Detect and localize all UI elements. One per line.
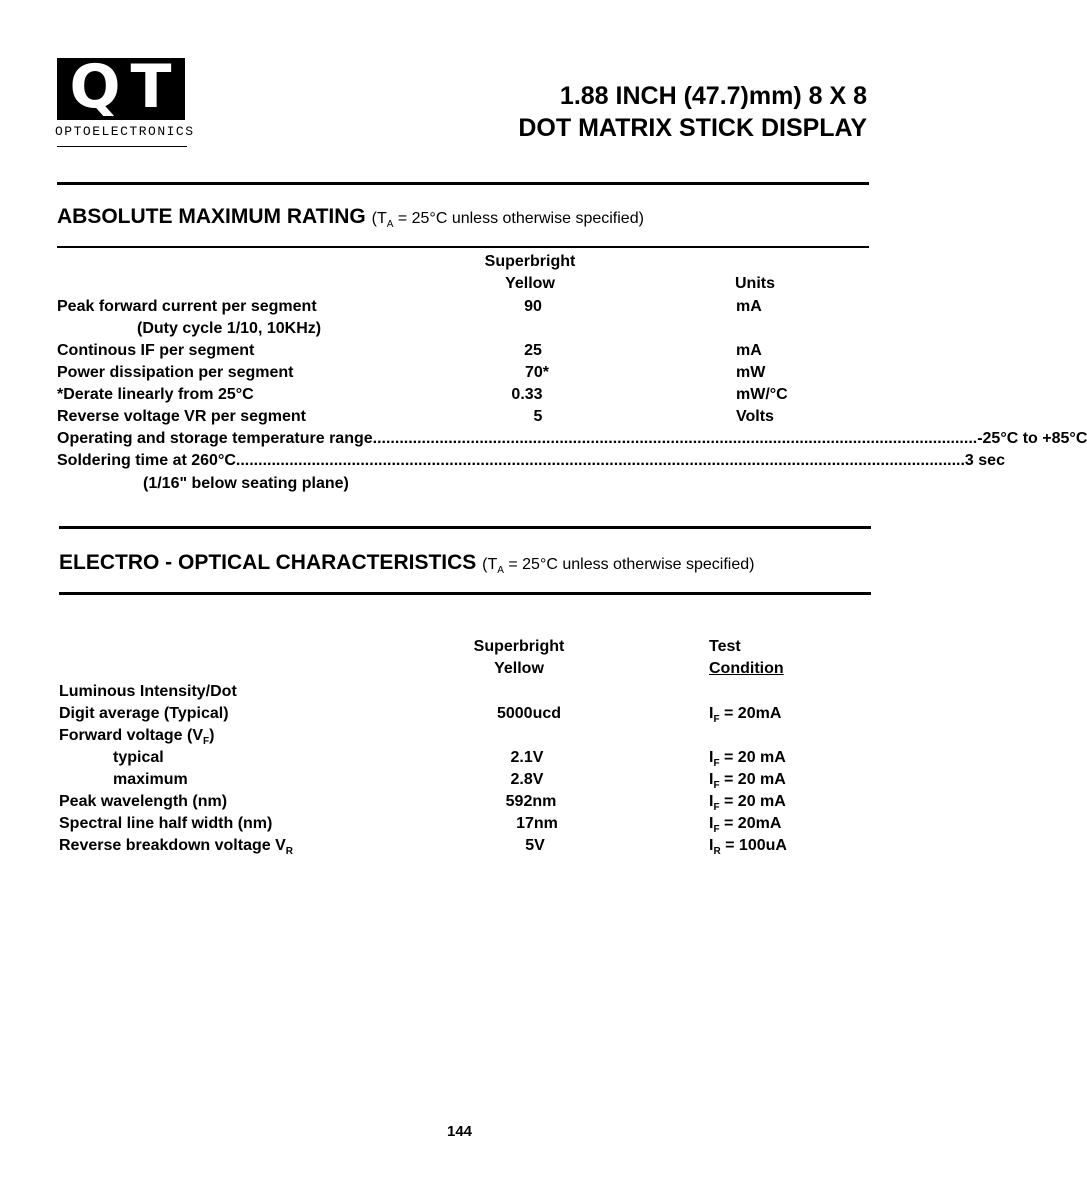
amr-soldering-label: Soldering time at 260°C	[57, 452, 236, 469]
amr-row-value: 5	[533, 408, 543, 425]
eoc-row-value: 2.8V	[510, 771, 544, 788]
eoc-row-condition: $I_F = 20$ mA	[709, 749, 786, 769]
amr-rule	[57, 246, 869, 248]
eoc-col1-line2: Yellow	[494, 660, 544, 677]
logo-rule	[57, 146, 187, 147]
amr-soldering-row	[57, 450, 1005, 472]
amr-condition: ($T_A = 25^\circ C$ unless otherwise specified)	[371, 210, 644, 230]
amr-row-label: Peak forward current per segment	[57, 298, 317, 315]
logo-letter-t: T	[130, 52, 172, 122]
amr-row-label: Reverse voltage VR per segment	[57, 408, 306, 425]
eoc-row-value: 5V	[525, 837, 545, 854]
eoc-rule	[59, 592, 871, 595]
amr-operating-value: -25°C to +85°C	[977, 430, 1087, 447]
amr-row-label: (Duty cycle 1/10, 10KHz)	[137, 320, 322, 337]
amr-row-label: Continous IF per segment	[57, 342, 255, 359]
eoc-row-label: Spectral line half width (nm)	[59, 815, 273, 832]
amr-col1-line1: Superbright	[484, 253, 576, 270]
amr-row-unit: mW	[736, 364, 766, 381]
eoc-row-label: maximum	[113, 771, 188, 788]
eoc-heading	[59, 551, 754, 575]
eoc-row-value: 2.1V	[510, 749, 544, 766]
amr-operating-label: Operating and storage temperature range	[57, 430, 373, 447]
amr-row-unit: mA	[736, 342, 762, 359]
title-line1: 1.88 INCH (47.7)mm) 8 X 8	[559, 82, 867, 110]
eoc-row-label: Reverse breakdown voltage $V_R$	[59, 837, 293, 857]
amr-heading	[57, 205, 644, 229]
eoc-row-label: Peak wavelength (nm)	[59, 793, 228, 810]
logo-subtitle: OPTOELECTRONICS	[55, 124, 195, 139]
eoc-row-label: Forward voltage $(V_F)$	[59, 727, 215, 747]
amr-row-unit: Volts	[736, 408, 774, 425]
eoc-row-condition: $I_F = 20$ mA	[709, 793, 786, 813]
amr-row-value: 90	[524, 298, 542, 315]
eoc-row-label: typical	[113, 749, 164, 766]
amr-row-label: Power dissipation per segment	[57, 364, 294, 381]
eoc-row-condition: $I_R = 100uA$	[709, 837, 787, 857]
eoc-row-condition: $I_F = 20$ mA	[709, 771, 786, 791]
amr-soldering-value: 3 sec	[964, 452, 1005, 469]
eoc-row-value: 592nm	[505, 793, 557, 810]
eoc-col2-line1: Test	[709, 638, 741, 655]
amr-row-unit: mW/°C	[736, 386, 788, 403]
leader-dots: ........................................................................................................................................	[372, 430, 978, 447]
eoc-row-condition: $I_F = 20mA$	[709, 815, 782, 835]
amr-row-label: *Derate linearly from 25°C	[57, 386, 254, 403]
title-line2: DOT MATRIX STICK DISPLAY	[518, 114, 867, 142]
amr-operating-row	[57, 428, 1087, 450]
amr-col2-header: Units	[735, 275, 775, 292]
eoc-condition: ($T_A = 25^\circ C$ unless otherwise specified)	[482, 556, 755, 576]
amr-soldering-note: (1/16" below seating plane)	[143, 475, 349, 492]
eoc-row-value: 17nm	[516, 815, 558, 832]
page-number: 144	[446, 1123, 473, 1140]
eoc-heading-text: ELECTRO - OPTICAL CHARACTERISTICS	[59, 551, 477, 574]
logo-letter-q: Q	[69, 52, 119, 122]
eoc-row-value: 5000ucd	[496, 705, 562, 722]
rule-mid	[59, 526, 871, 529]
eoc-row-label: Luminous Intensity/Dot	[59, 683, 237, 700]
eoc-row-condition: $I_F = 20mA$	[709, 705, 782, 725]
leader-dots: ....................................................................................................................................................................	[235, 452, 965, 469]
amr-col1-line2: Yellow	[505, 275, 555, 292]
amr-row-value: 70*	[524, 364, 550, 381]
amr-row-value: 25	[524, 342, 542, 359]
rule-top	[57, 182, 869, 185]
amr-heading-text: ABSOLUTE MAXIMUM RATING	[57, 205, 366, 228]
eoc-row-label: Digit average (Typical)	[59, 705, 229, 722]
eoc-col1-line1: Superbright	[473, 638, 565, 655]
eoc-col2-line2: Condition	[709, 660, 784, 677]
amr-row-value: 0.33	[511, 386, 543, 403]
amr-row-unit: mA	[736, 298, 762, 315]
